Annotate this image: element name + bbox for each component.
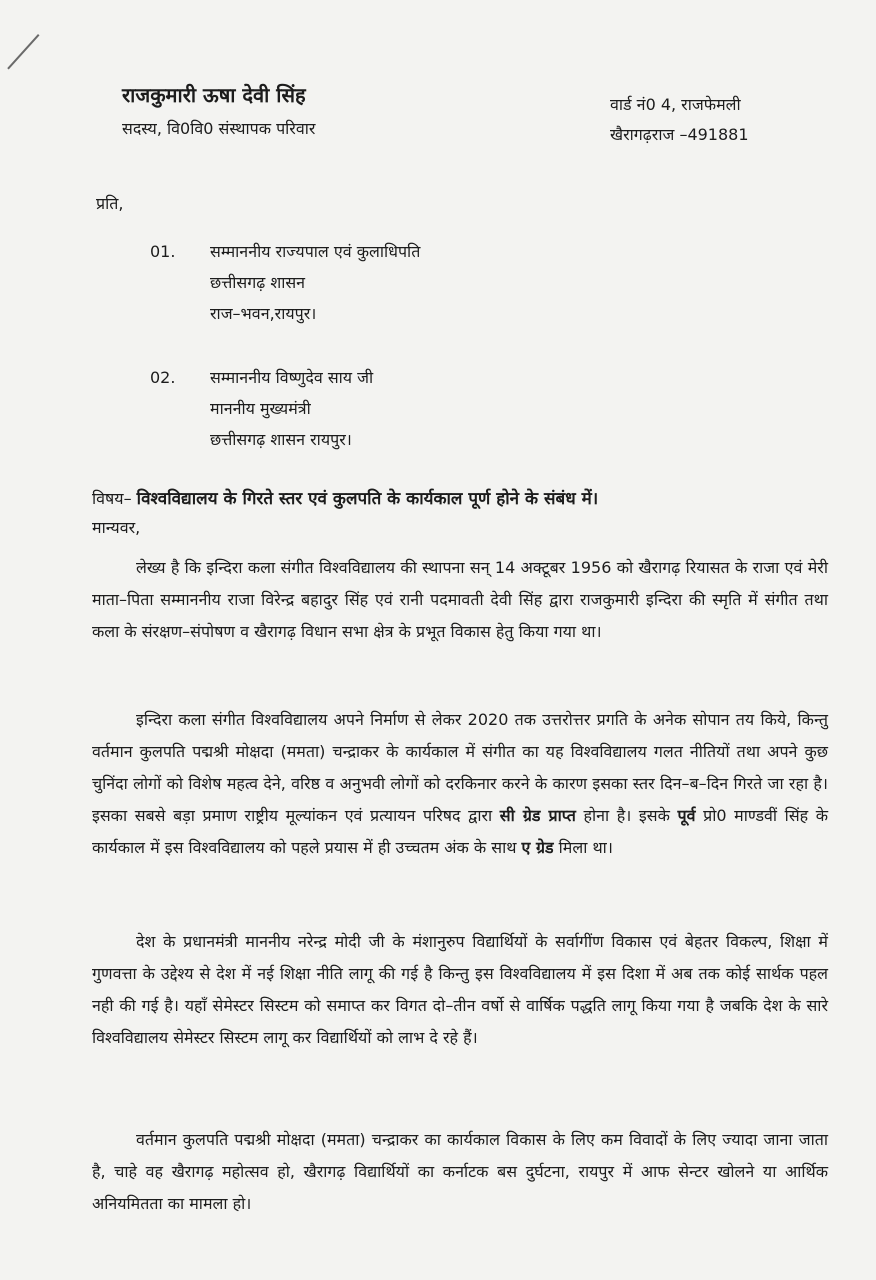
recipient-line: राज–भवन,रायपुर। xyxy=(210,304,317,323)
paragraph-1: लेख्य है कि इन्दिरा कला संगीत विश्वविद्यालय की स्थापना सन् 14 अक्टूबर 1956 को खैरागढ़ रियासत के राजा एवं मेरी माता–पिता सम्माननीय राजा विरेन्द्र बहादुर सिंह एवं रानी पदमावती देवी सिंह द्वारा राजकुमारी इन्दिरा की स्मृति में संगीत तथा कला के संरक्षण–संपोषण व खैरागढ़ विधान सभा क्षेत्र के प्रभूत विकास हेतु किया गया था। xyxy=(92,558,828,641)
to-label: प्रति, xyxy=(96,194,124,213)
recipient-2 xyxy=(150,362,373,455)
recipient-number: 02. xyxy=(150,368,176,387)
recipient-line: सम्माननीय राज्यपाल एवं कुलाधिपति xyxy=(210,242,421,261)
paragraph-text: इन्दिरा कला संगीत विश्वविद्यालय अपने निर्माण से लेकर 2020 तक उत्तरोत्तर प्रगति के अनेक सोपान तय किये, किन्तु वर्तमान कुलपति पद्मश्री मोक्षदा (ममता) चन्द्राकर के कार्यकाल में संगीत का यह विश्वविद्यालय गलत नीतियों तथा अपने कुछ चुनिंदा लोगों को विशेष महत्व देने, वरिष्ठ व अनुभवी लोगों को दरकिनार करने के कारण इसका स्तर दिन–ब–दिन गिरते जा रहा है। इसका सबसे बड़ा प्रमाण राष्ट्रीय मूल्यांकन एवं प्रत्यायन परिषद द्वारा xyxy=(92,710,828,825)
grade-a-text: ए ग्रेड xyxy=(521,838,554,857)
recipient-1 xyxy=(150,236,420,329)
pen-mark xyxy=(7,34,39,70)
recipient-line: छत्तीसगढ़ शासन xyxy=(210,273,306,292)
subject-line xyxy=(92,486,852,509)
subject-text: विश्वविद्यालय के गिरते स्तर एवं कुलपति के कार्यकाल पूर्ण होने के संबंध में। xyxy=(136,489,599,509)
paragraph-text: होना है। इसके xyxy=(583,806,670,825)
recipient-line: सम्माननीय विष्णुदेव साय जी xyxy=(210,368,374,387)
paragraph-text: मिला था। xyxy=(558,838,613,857)
sender-address xyxy=(610,90,749,150)
sender-block xyxy=(122,80,315,144)
address-line-2: खैरागढ़राज –491881 xyxy=(610,125,749,144)
paragraph-3: देश के प्रधानमंत्री माननीय नरेन्द्र मोदी जी के मंशानुरुप विद्यार्थियों के सर्वागींण विकास एवं बेहतर विकल्प, शिक्षा में गुणवत्ता के उद्देश्य से देश में नई शिक्षा नीति लागू की गई है किन्तु इस विश्वविद्यालय में इस दिशा में अब तक कोई सार्थक पहल नही की गई है। यहाँ सेमेस्टर सिस्टम को समाप्त कर विगत दो–तीन वर्षो से वार्षिक पद्धति लागू किया गया है जबकि देश के सारे विश्वविद्यालय सेमेस्टर सिस्टम लागू कर विद्यार्थियों को लाभ दे रहे हैं। xyxy=(92,932,828,1047)
paragraph-bold-text: पूर्व xyxy=(677,806,696,825)
grade-c-text: सी ग्रेड प्राप्त xyxy=(499,806,576,825)
sender-role: सदस्य, वि0वि0 संस्थापक परिवार xyxy=(122,119,316,138)
salutation: मान्यवर, xyxy=(92,518,141,537)
recipient-line: माननीय मुख्यमंत्री xyxy=(210,399,311,418)
subject-label: विषय– xyxy=(92,489,132,508)
paragraph-text: प्रो0 माण्डवीं सिंह के कार्यकाल में इस विश्वविद्यालय को पहले प्रयास में ही उच्चतम अंक के साथ xyxy=(92,806,829,857)
paragraph-4: वर्तमान कुलपति पद्मश्री मोक्षदा (ममता) चन्द्राकर का कार्यकाल विकास के लिए कम विवादों के लिए ज्यादा जाना जाता है, चाहे वह खैरागढ़ महोत्सव हो, खैरागढ़ विद्यार्थियों का कर्नाटक बस दुर्घटना, रायपुर में आफ सेन्टर खोलने या आर्थिक अनियमितता का मामला हो। xyxy=(92,1130,828,1213)
recipient-number: 01. xyxy=(150,242,176,261)
sender-name: राजकुमारी ऊषा देवी सिंह xyxy=(122,83,306,107)
address-line-1: वार्ड नं0 4, राजफेमली xyxy=(610,95,741,114)
recipient-line: छत्तीसगढ़ शासन रायपुर। xyxy=(210,430,352,449)
paragraph-2 xyxy=(92,704,828,864)
